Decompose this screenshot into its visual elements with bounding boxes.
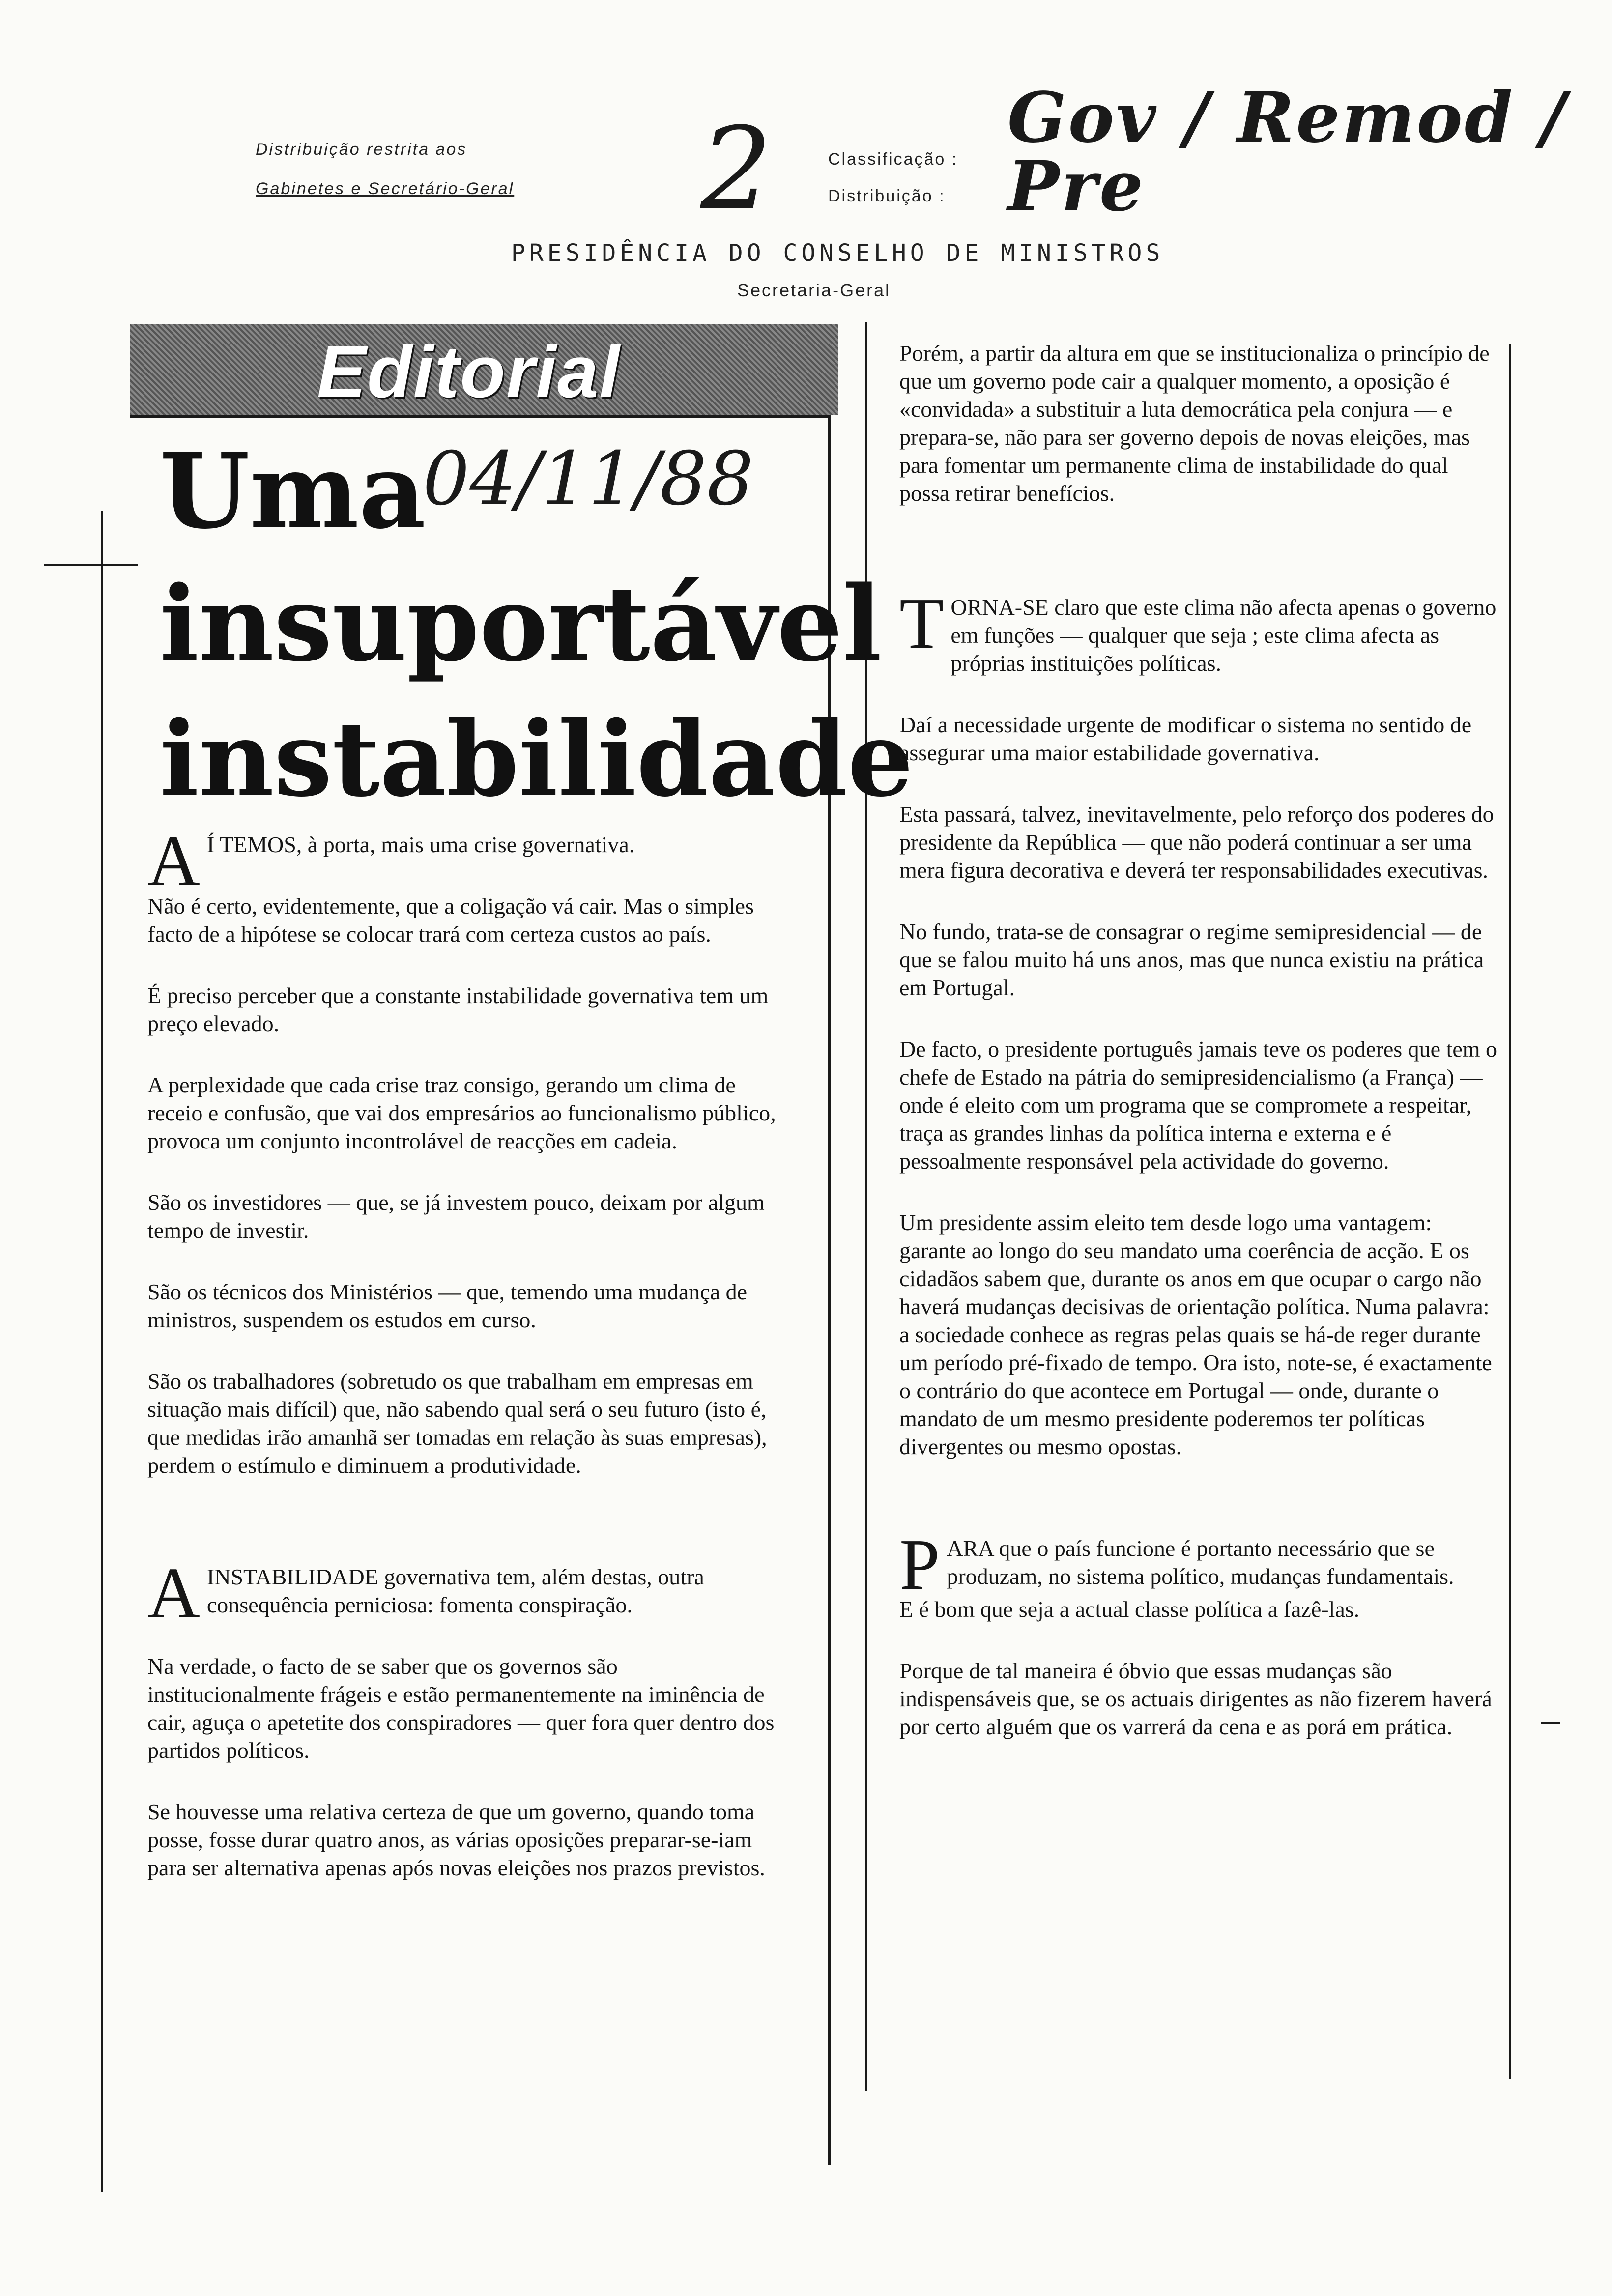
paragraph: PARA que o país funcione é portanto necessário que se produzam, no sistema político, mudanças fundamentais. — [899, 1524, 1454, 1605]
paragraph: Na verdade, o facto de se saber que os governos são institucionalmente frágeis e estão permanentemente na iminência de cair, aguça o apetetite dos conspiradores — quer fora quer dentro dos partidos políticos. — [147, 1654, 775, 1763]
drop-cap: T — [899, 583, 944, 664]
left-margin-rule — [101, 511, 103, 2192]
secretariat-label: Secretaria-Geral — [737, 280, 891, 300]
paragraph: E é bom que seja a actual classe política a fazê-las. — [899, 1597, 1360, 1622]
distribution-recipients-text: Gabinetes e Secretário-Geral — [256, 179, 515, 198]
paragraph: De facto, o presidente português jamais teve os poderes que tem o chefe de Estado na pátria do semipresidencialismo (a França) — onde é eleito com um programa que se compromete a respeitar, traça as grandes linhas da política interna e externa e é pessoalmente responsável pela actividade do governo. — [899, 1036, 1497, 1174]
headline-line-2: insuportável — [160, 563, 882, 685]
paragraph: A perplexidade que cada crise traz consigo, gerando um clima de receio e confusão, que vai dos empresários ao funcionalismo público, provoca um conjunto incontrolável de reacções em cadeia. — [147, 1072, 776, 1153]
paragraph: Daí a necessidade urgente de modificar o sistema no sentido de assegurar uma maior estabilidade governativa. — [899, 712, 1472, 765]
paragraph: Esta passará, talvez, inevitavelmente, pelo reforço dos poderes do presidente da República — que não poderá continuar a ser uma mera figura decorativa e deverá ter responsabilidades executivas. — [899, 802, 1494, 883]
distribution-restricted-text: Distribuição restrita aos — [256, 140, 467, 159]
paragraph: São os técnicos dos Ministérios — que, temendo uma mudança de ministros, suspendem os estudos em curso. — [147, 1279, 748, 1332]
editorial-banner — [130, 324, 838, 415]
paragraph: São os trabalhadores (sobretudo os que trabalham em empresas em situação mais difícil) que, não sabendo qual será o seu futuro (isto é, que medidas irão amanhã ser tomadas em relação às suas empresas), perdem o estímulo e diminuem a produtividade. — [147, 1369, 767, 1478]
drop-cap: A — [147, 1553, 200, 1634]
paragraph: A Í TEMOS, à porta, mais uma crise governativa. — [147, 821, 635, 901]
editorial-label: Editorial — [317, 330, 621, 413]
handwritten-date: 04/11/88 — [423, 436, 754, 522]
paragraph: Porque de tal maneira é óbvio que essas mudanças são indispensáveis que, se os actuais dirigentes as não fizerem haverá por certo alguém que os varrerá da cena e as porá em prática. — [899, 1658, 1492, 1739]
paragraph: Se houvesse uma relativa certeza de que um governo, quando toma posse, fosse durar quatro anos, as várias oposições preparar-se-iam para ser alternativa apenas após novas eleições nos prazos previstos. — [147, 1799, 765, 1880]
left-article-column — [147, 821, 786, 1915]
right-margin-rule — [1509, 344, 1511, 2079]
headline-top-rule — [130, 415, 828, 418]
presidency-title: PRESIDÊNCIA DO CONSELHO DE MINISTROS — [511, 239, 1164, 267]
paragraph: AINSTABILIDADE governativa tem, além destas, outra consequência perniciosa: fomenta conspiração. — [147, 1553, 704, 1634]
margin-tick-left — [44, 564, 138, 566]
paragraph: É preciso perceber que a constante instabilidade governativa tem um preço elevado. — [147, 983, 769, 1036]
headline-line-1: Uma — [160, 430, 426, 552]
handwritten-tags: Gov / Remod / Pre — [1008, 78, 1568, 227]
paragraph: Não é certo, evidentemente, que a coligação vá cair. Mas o simples facto de a hipótese se colocar trará com certeza custos ao país. — [147, 893, 754, 947]
paragraph: TORNA-SE claro que este clima não afecta apenas o governo em funções — qualquer que seja ; este clima afecta as próprias instituições políticas. — [899, 583, 1497, 676]
distribution-label: Distribuição : — [828, 187, 946, 205]
paragraph: No fundo, trata-se de consagrar o regime semipresidencial — de que se falou muito há uns anos, mas que nunca existiu na prática em Portugal. — [899, 919, 1484, 1000]
drop-cap: A — [147, 821, 200, 901]
classification-label: Classificação : — [828, 150, 958, 169]
paragraph: Porém, a partir da altura em que se institucionaliza o princípio de que um governo pode cair a qualquer momento, a oposição é «convidada» a substituir a luta democrática pela conjura — e prepara-se, não para ser governo depois de novas eleições, mas para fomentar um permanente clima de instabilidade do qual possa retirar benefícios. — [899, 341, 1490, 506]
right-article-column — [899, 339, 1504, 1774]
headline-line-3: instabilidade — [160, 698, 914, 820]
paragraph: Um presidente assim eleito tem desde logo uma vantagem: garante ao longo do seu mandato uma coerência de acção. E os cidadãos sabem que, durante os anos em que ocupar o cargo não haverá mudanças decisivas de orientação política. Numa palavra: a sociedade conhece as regras pelas quais se há-de reger durante um período pré-fixado de tempo. Ora isto, note-se, é exactamente o contrário do que acontece em Portugal — onde, durante o mandato de um mesmo presidente poderemos ter políticas divergentes ou mesmo opostas. — [899, 1210, 1492, 1459]
drop-cap: P — [899, 1524, 940, 1605]
handwritten-number: 2 — [700, 104, 773, 235]
paragraph: São os investidores — que, se já investem pouco, deixam por algum tempo de investir. — [147, 1190, 765, 1243]
margin-tick-right — [1541, 1722, 1560, 1724]
